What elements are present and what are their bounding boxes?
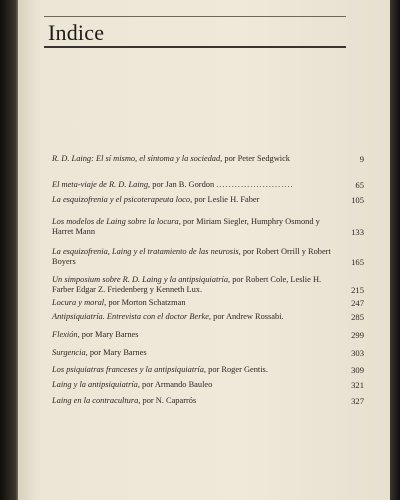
entry-title: La esquizofrenia y el psicoterapeuta loco,	[52, 195, 193, 204]
entry-by: por	[152, 180, 164, 189]
entry-title: Flexión,	[52, 330, 80, 339]
entry-by: por	[242, 247, 255, 256]
entry-page-number: 133	[351, 227, 364, 237]
entry-by: por	[213, 312, 225, 321]
page-edge-shadow	[390, 0, 400, 500]
entry-author: Peter Sedgwick	[237, 154, 290, 163]
entry-author: Armando Bauleo	[154, 380, 213, 389]
entry-title: Los psiquiatras franceses y la antipsiquiatría,	[52, 365, 207, 374]
top-rule	[44, 16, 346, 17]
entry-by: por	[108, 298, 120, 307]
toc-entry	[52, 217, 364, 237]
entry-page-number: 65	[355, 180, 364, 190]
entry-by: por	[208, 365, 220, 374]
entry-page-number: 303	[351, 348, 364, 358]
entry-author: Mary Barnes	[103, 348, 147, 357]
toc-entry	[52, 154, 364, 164]
entry-title: Un simposium sobre R. D. Laing y la antipsiquiatría,	[52, 275, 231, 284]
entry-author: Roger Gentis.	[221, 365, 268, 374]
entry-title: R. D. Laing: El sí mismo, el síntoma y la sociedad,	[52, 154, 223, 163]
toc-entry	[52, 380, 364, 390]
entry-page-number: 299	[351, 330, 364, 340]
entry-by: por	[182, 217, 195, 226]
toc-entry	[52, 330, 364, 340]
entry-author: Leslie H. Faber	[207, 195, 260, 204]
title-rule	[44, 46, 346, 48]
entry-title: La esquizofrenia, Laing y el tratamiento de las neurosis,	[52, 247, 241, 256]
entry-by: por	[232, 275, 244, 284]
entry-author: N. Caparrós	[155, 396, 197, 405]
entry-page-number: 215	[351, 285, 364, 295]
entry-page-number: 321	[351, 380, 364, 390]
toc-entry	[52, 365, 364, 375]
entry-title: El meta-viaje de R. D. Laing,	[52, 180, 151, 189]
entry-title: Laing y la antipsiquiatría,	[52, 380, 140, 389]
toc-entry	[52, 195, 364, 205]
entry-title: Surgencia,	[52, 348, 88, 357]
toc-entry	[52, 348, 364, 358]
entry-by: por	[194, 195, 206, 204]
entry-by: por	[142, 380, 154, 389]
entry-title: Antipsiquiatría. Entrevista con el doctor Berke,	[52, 312, 212, 321]
entry-author: Andrew Rossabi.	[225, 312, 284, 321]
entry-by: por	[81, 330, 93, 339]
toc-entry	[52, 247, 364, 267]
entry-by: por	[142, 396, 154, 405]
entry-page-number: 285	[351, 312, 364, 322]
entry-author: Morton Schatzman	[121, 298, 186, 307]
toc-entry	[52, 312, 364, 322]
entry-author: Mary Barnes	[95, 330, 139, 339]
entry-by: por	[89, 348, 102, 357]
toc-entry	[52, 298, 364, 308]
entry-author: Robert Cole, Leslie H. Farber Edgar Z. Friedenberg y Kenneth Lux.	[52, 275, 322, 294]
entry-page-number: 165	[351, 257, 364, 267]
page-title: Indice	[48, 20, 105, 45]
entry-page-number: 9	[359, 154, 364, 164]
toc-entry: El meta-viaje de R. D. Laing, por Jan B. Gordon ......................... 65	[52, 180, 364, 190]
entry-title: Los modelos de Laing sobre la locura,	[52, 217, 181, 226]
entry-title: Laing en la contracultura,	[52, 396, 141, 405]
toc-entry	[52, 396, 364, 406]
entry-author: Jan B. Gordon	[165, 180, 215, 189]
entry-page-number: 327	[351, 396, 364, 406]
toc-entry	[52, 275, 364, 295]
entry-author: Robert Orrill y Robert Boyers	[52, 247, 331, 266]
book-page	[18, 0, 390, 500]
entry-page-number: 309	[351, 365, 364, 375]
entry-page-number: 247	[351, 298, 364, 308]
entry-by: por	[224, 154, 236, 163]
entry-page-number: 105	[351, 195, 364, 205]
entry-title: Locura y moral,	[52, 298, 107, 307]
entry-author: Miriam Siegler, Humphry Osmond y Harret Mann	[52, 217, 320, 236]
